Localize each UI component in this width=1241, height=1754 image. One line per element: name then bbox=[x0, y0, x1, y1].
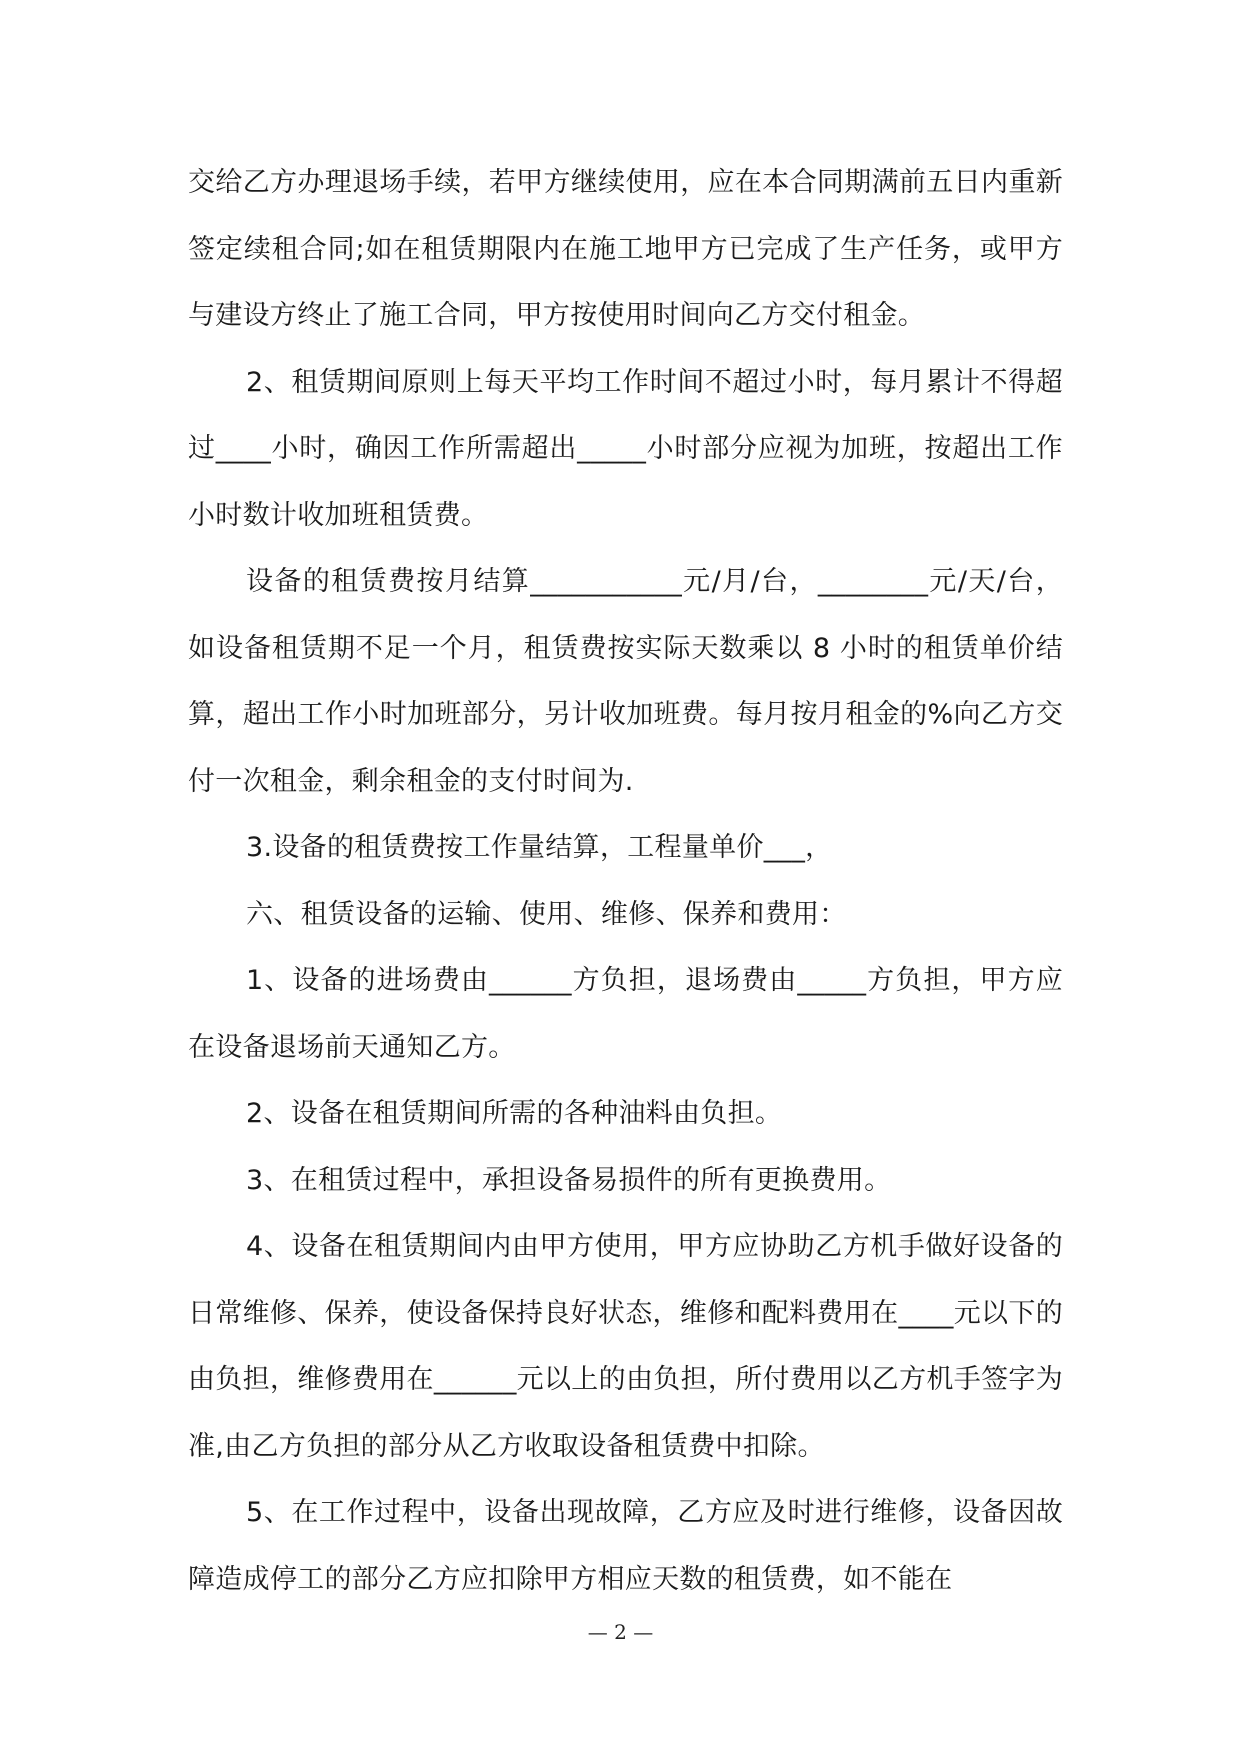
paragraph-working-hours: 2、租赁期间原则上每天平均工作时间不超过小时，每月累计不得超过____小时，确因工作所需超出_____小时部分应视为加班，按超出工作小时数计收加班租赁费。 bbox=[188, 366, 1063, 531]
paragraph-wear-parts: 3、在租赁过程中，承担设备易损件的所有更换费用。 bbox=[246, 1164, 892, 1196]
paragraph-breakdown: 5、在工作过程中，设备出现故障，乙方应及时进行维修，设备因故障造成停工的部分乙方应扣除甲方相应天数的租赁费，如不能在 bbox=[188, 1497, 1063, 1595]
paragraph-entry-exit-fee: 1、设备的进场费由______方负担，退场费由_____方负担，甲方应在设备退场前天通知乙方。 bbox=[188, 965, 1063, 1063]
paragraph-fuel: 2、设备在租赁期间所需的各种油料由负担。 bbox=[246, 1098, 783, 1129]
paragraph-continuation: 交给乙方办理退场手续，若甲方继续使用，应在本合同期满前五日内重新签定续租合同;如在租赁期限内在施工地甲方已完成了生产任务，或甲方与建设方终止了施工合同，甲方按使用时间向乙方交付租金。 bbox=[188, 167, 1063, 331]
page-number: — 2 — bbox=[587, 1620, 654, 1644]
document-body bbox=[188, 150, 1063, 1613]
paragraph-workload-fee: 3.设备的租赁费按工作量结算，工程量单价___， bbox=[246, 832, 833, 863]
paragraph-monthly-fee: 设备的租赁费按月结算___________元/月/台，________元/天/台，如设备租赁期不足一个月，租赁费按实际天数乘以 8 小时的租赁单价结算，超出工作小时加班部分，另计收加班费。每月按月租金的%向乙方交付一次租金，剩余租金的支付时间为. bbox=[188, 566, 1063, 797]
section-heading-six: 六、租赁设备的运输、使用、维修、保养和费用： bbox=[246, 898, 847, 930]
paragraph-maintenance: 4、设备在租赁期间内由甲方使用，甲方应协助乙方机手做好设备的日常维修、保养，使设备保持良好状态，维修和配料费用在____元以下的由负担，维修费用在______元以上的由负担，所付费用以乙方机手签字为准,由乙方负担的部分从乙方收取设备租赁费中扣除。 bbox=[188, 1231, 1063, 1462]
